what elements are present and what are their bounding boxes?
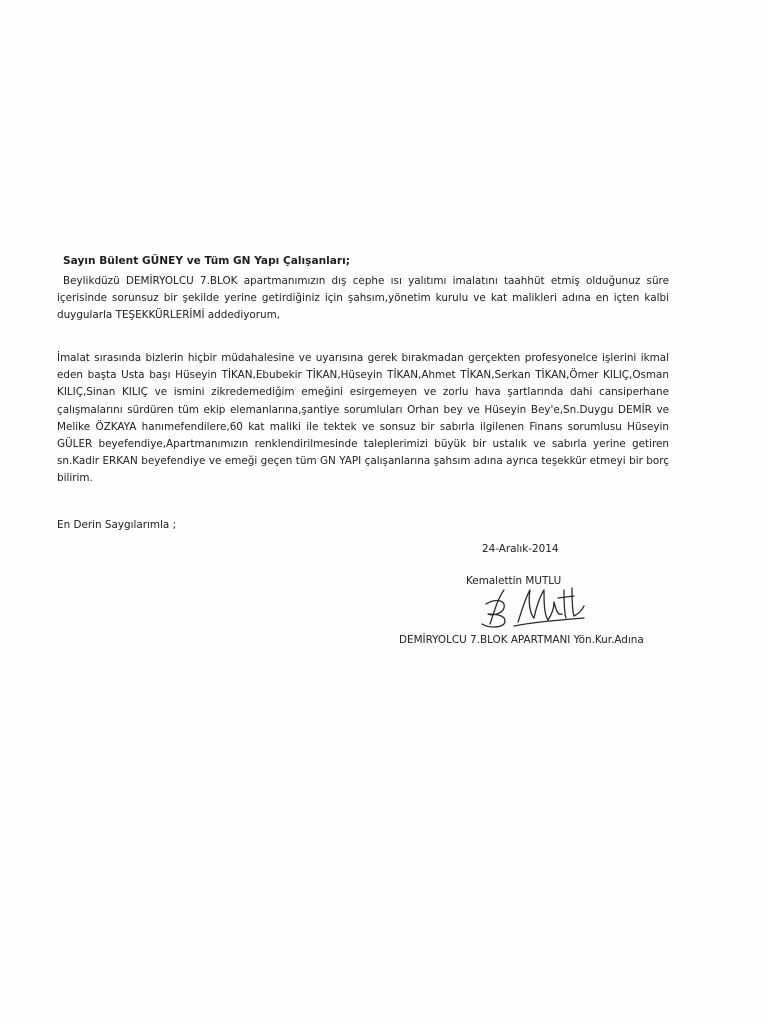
handwritten-signature-icon <box>478 584 588 630</box>
salutation: Sayın Bülent GÜNEY ve Tüm GN Yapı Çalışanları; <box>63 255 351 267</box>
closing-line: En Derin Saygılarımla ; <box>57 519 177 531</box>
signer-name: Kemalettin MUTLU <box>466 575 562 587</box>
organization-line: DEMİRYOLCU 7.BLOK APARTMANI Yön.Kur.Adına <box>399 634 644 646</box>
letter-date: 24-Aralık-2014 <box>482 543 559 555</box>
paragraph-acknowledgements: İmalat sırasında bizlerin hiçbir müdahalesine ve uyarısına gerek bırakmadan gerçekten profesyonelce işlerini ikmal eden başta Usta başı Hüseyin TİKAN,Ebubekir TİKAN,Hüseyin TİKAN,Ahmet TİKAN,Serkan TİKAN,Ömer KILIÇ,Osman KILIÇ,Sinan KILIÇ ve ismini zikredemediğim emeğini esirgemeyen ve zorlu hava şartlarında dahi cansiperhane çalışmalarını sürdüren tüm ekip elemanlarına,şantiye sorumluları Orhan bey ve Hüseyin Bey'e,Sn.Duygu DEMİR ve Melike ÖZKAYA hanımefendilere,60 kat maliki ile tektek ve sonsuz bir sabırla ilgilenen Finans sorumlusu Hüseyin GÜLER beyefendiye,Apartmanımızın renklendirilmesinde taleplerimizi büyük bir ustalık ve sabırla yerine getiren sn.Kadir ERKAN beyefendiye ve emeği geçen tüm GN YAPI çalışanlarına şahsım adına ayrıca teşekkür etmeyi bir borç bilirim. <box>57 352 669 485</box>
paragraph-gratitude: Beylikdüzü DEMİRYOLCU 7.BLOK apartmanımızın dış cephe ısı yalıtımı imalatını taahhüt etmiş olduğunuz süre içerisinde sorunsuz bir şekilde yerine getirdiğiniz için şahsım,yönetim kurulu ve kat malikleri adına en içten kalbi duygularla TEŞEKKÜRLERİMİ addediyorum, <box>57 275 669 322</box>
